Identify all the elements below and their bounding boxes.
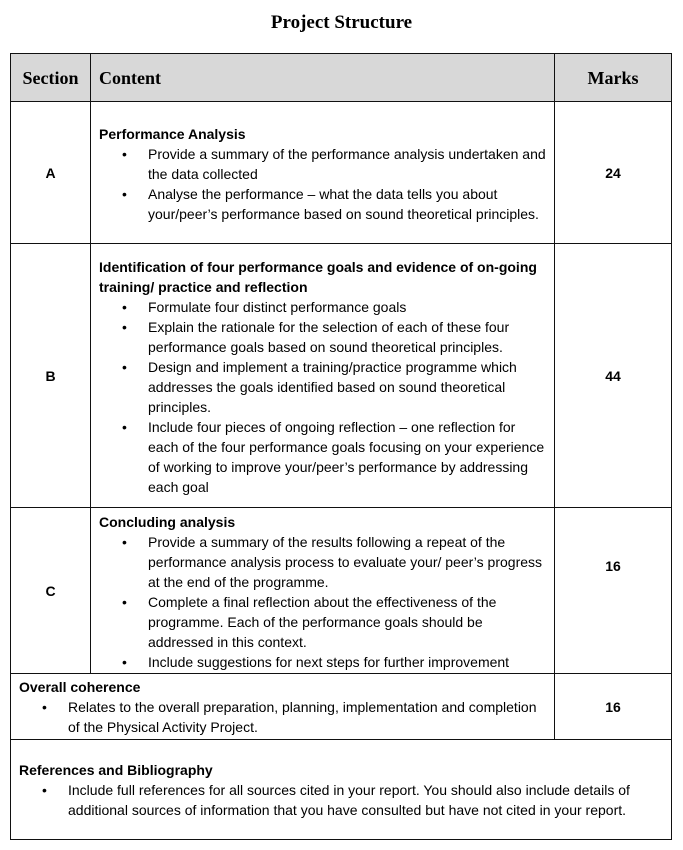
marks-value: 44 [555,244,672,508]
header-row [11,54,672,102]
list-item: • Complete a final reflection about the effectiveness of the programme. Each of the performance goals should be addressed in this context. [148,592,546,652]
bullet-list [99,297,546,497]
bullet-list [19,697,546,737]
list-item: • Provide a summary of the performance analysis undertaken and the data collected [148,144,546,184]
bullet-list [99,144,546,224]
bullet-list [19,780,663,820]
section-letter: B [11,244,91,508]
list-item: • Include four pieces of ongoing reflection – one reflection for each of the four performance goals focusing on your experience of working to improve your/peer’s performance by addressing each goal [148,417,546,497]
section-heading: Performance Analysis [99,126,246,142]
column-header-marks: Marks [555,54,672,102]
column-header-section: Section [11,54,91,102]
references-cell [11,740,672,840]
section-letter: A [11,102,91,244]
bullet-list [99,532,546,672]
list-item: • Analyse the performance – what the data tells you about your/peer’s performance based on sound theoretical principles. [148,184,546,224]
overall-coherence-cell [11,674,555,740]
section-letter: C [11,508,91,674]
marks-value: 16 [555,508,672,674]
table-row-section-c [11,508,672,674]
list-item: • Formulate four distinct performance goals [148,297,546,317]
content-cell [91,244,555,508]
table-row-overall-coherence [11,674,672,740]
page-title: Project Structure [270,12,413,33]
table-row-section-b [11,244,672,508]
overall-coherence-heading: Overall coherence [19,679,141,695]
table-row-references [11,740,672,840]
section-heading: Concluding analysis [99,514,236,530]
list-item: • Provide a summary of the results following a repeat of the performance analysis process to evaluate your/ peer’s progress at the end of the programme. [148,532,546,592]
list-item: • Design and implement a training/practice programme which addresses the goals identified based on sound theoretical principles. [148,357,546,417]
list-item: • Include suggestions for next steps for further improvement [148,652,546,672]
section-heading: Identification of four performance goals and evidence of on-going training/ practice and reflection [99,259,537,295]
list-item: • Relates to the overall preparation, planning, implementation and completion of the Physical Activity Project. [68,697,546,737]
content-cell [91,508,555,674]
list-item: • Include full references for all sources cited in your report. You should also include details of additional sources of information that you have consulted but have not cited in your report. [68,780,663,820]
list-item: • Explain the rationale for the selection of each of these four performance goals based on sound theoretical principles. [148,317,546,357]
marks-value: 24 [555,102,672,244]
table-row-section-a [11,102,672,244]
marks-value: 16 [555,674,672,740]
content-cell [91,102,555,244]
project-structure-table [10,53,672,840]
references-heading: References and Bibliography [19,762,213,778]
column-header-content: Content [91,54,555,102]
